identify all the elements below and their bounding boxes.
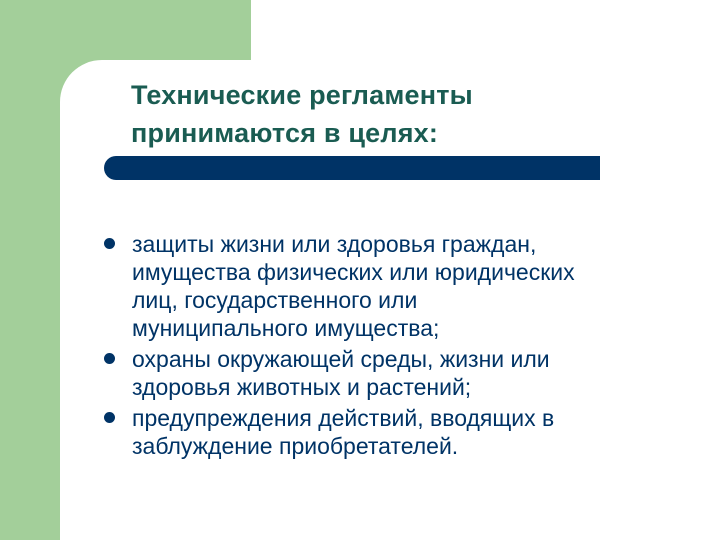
bullet-line: защиты жизни или здоровья граждан, bbox=[132, 231, 537, 257]
bullet-dot-icon bbox=[104, 353, 115, 364]
title-line-1: Технические регламенты bbox=[131, 80, 473, 110]
bullet-line: заблуждение приобретателей. bbox=[132, 433, 459, 459]
bullet-line: предупреждения действий, вводящих в bbox=[132, 405, 555, 431]
title-underline-bar bbox=[104, 156, 600, 180]
bullet-item-environment bbox=[103, 345, 703, 401]
title-line-2: принимаются в целях: bbox=[131, 118, 439, 148]
bullet-line: лиц, государственного или bbox=[132, 287, 418, 313]
bullet-line: охраны окружающей среды, жизни или bbox=[132, 346, 550, 372]
bullet-line: имущества физических или юридических bbox=[132, 259, 575, 285]
bullet-line: здоровья животных и растений; bbox=[132, 374, 472, 400]
bullet-dot-icon bbox=[104, 412, 115, 423]
bullet-item-life-health bbox=[103, 230, 703, 342]
bullet-item-misleading bbox=[103, 404, 703, 460]
bullet-line: муниципального имущества; bbox=[132, 315, 440, 341]
bullet-dot-icon bbox=[104, 238, 115, 249]
slide-title bbox=[131, 76, 651, 152]
bullet-list bbox=[103, 230, 703, 463]
